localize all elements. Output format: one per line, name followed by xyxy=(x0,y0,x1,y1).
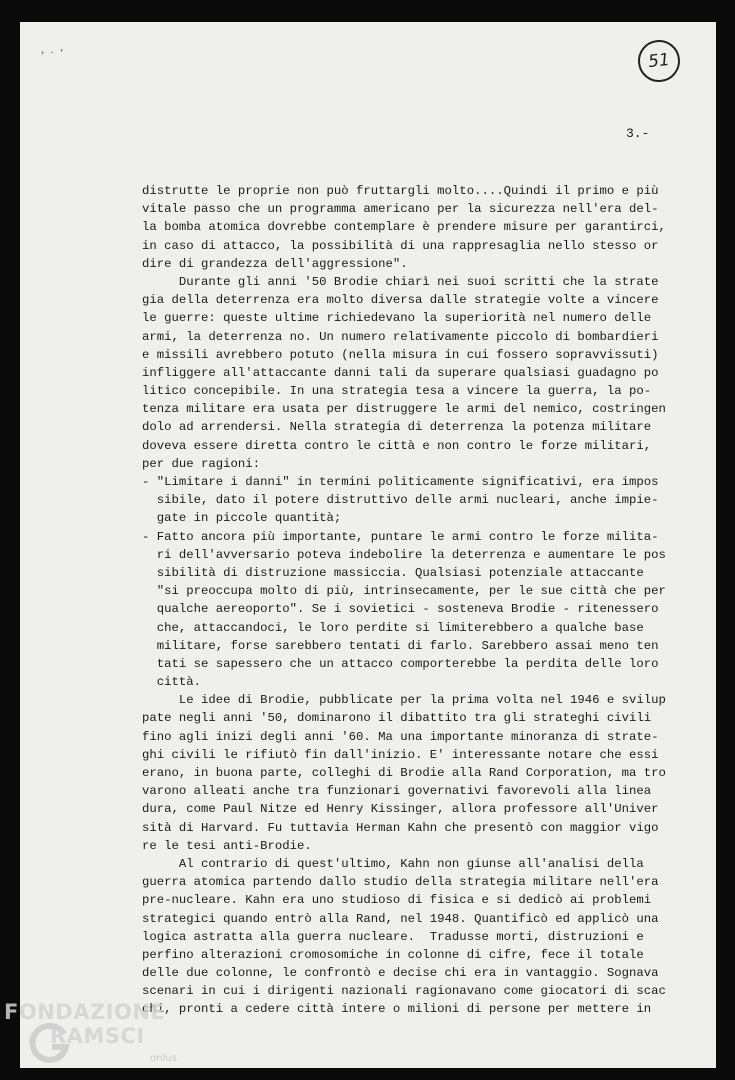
text-line: scenari in cui i dirigenti nazionali ragionavano come giocatori di scac xyxy=(142,984,666,999)
text-line: le guerre: queste ultime richiedevano la superiorità nel numero delle xyxy=(142,311,652,326)
text-line: pre-nucleare. Kahn era uno studioso di fisica e si dedicò ai problemi xyxy=(142,893,652,908)
watermark-line2: RAMSCI xyxy=(50,1024,145,1048)
text-line: che, attaccandoci, le loro perdite si limiterebbero a qualche base xyxy=(142,620,644,635)
fondazione-gramsci-watermark xyxy=(4,1000,194,1076)
text-line: strategici quando entrò alla Rand, nel 1948. Quantificò ed applicò una xyxy=(142,911,659,926)
text-line: vitale passo che un programma americano per la sicurezza nell'era del- xyxy=(142,202,659,217)
text-line: erano, in buona parte, colleghi di Brodie alla Rand Corporation, ma tro xyxy=(142,766,666,780)
text-line: dolo ad arrendersi. Nella strategia di deterrenza la potenza militare xyxy=(142,420,652,435)
text-line: logica astratta alla guerra nucleare. Tradusse morti, distruzioni e xyxy=(142,929,644,944)
text-line: sibilità di distruzione massiccia. Qualsiasi potenziale attaccante xyxy=(142,565,644,580)
text-line: dire di grandezza dell'aggressione". xyxy=(142,256,408,271)
text-line: sibile, dato il potere distruttivo delle armi nucleari, anche impie- xyxy=(142,493,659,508)
text-line: distrutte le proprie non può fruttargli molto....Quindi il primo e più xyxy=(142,184,659,198)
text-line: - "Limitare i danni" in termini politicamente significativi, era impos xyxy=(142,475,659,489)
archive-stamp-number: 51 xyxy=(636,38,682,84)
text-line: pate negli anni '50, dominarono il dibattito tra gli strateghi civili xyxy=(142,711,652,726)
text-line: chi, pronti a cedere città intere o milioni di persone per mettere in xyxy=(142,1002,652,1017)
text-line: qualche aereoporto". Se i sovietici - sosteneva Brodie - ritenessero xyxy=(142,602,659,617)
text-line: ri dell'avversario poteva indebolire la deterrenza e aumentare le pos xyxy=(142,547,666,562)
text-line: militare, forse sarebbero tentati di farlo. Sarebbero assai meno ten xyxy=(142,638,659,653)
text-line: doveva essere diretta contro le città e non contro le forze militari, xyxy=(142,438,652,453)
text-line: Le idee di Brodie, pubblicate per la prima volta nel 1946 e svilup xyxy=(142,693,666,708)
text-line: delle due colonne, le confrontò e decise chi era in vantaggio. Sognava xyxy=(142,966,659,981)
text-line: Al contrario di quest'ultimo, Kahn non giunse all'analisi della xyxy=(142,856,644,871)
text-line: tenza militare era usata per distruggere le armi del nemico, costringen xyxy=(142,402,666,417)
text-line: città. xyxy=(142,675,202,690)
text-line: varono alleati anche tra funzionari governativi favorevoli alla linea xyxy=(142,784,652,799)
text-line: armi, la deterrenza no. Un numero relativamente piccolo di bombardieri xyxy=(142,329,659,344)
text-line: gate in piccole quantità; xyxy=(142,511,342,526)
text-line: in caso di attacco, la possibilità di una rappresaglia nello stesso or xyxy=(142,238,659,253)
page-number: 3.- xyxy=(626,126,650,141)
text-line: infliggere all'attaccante danni tali da superare qualsiasi guadagno po xyxy=(142,365,659,380)
text-line: per due ragioni: xyxy=(142,456,261,471)
watermark-suffix: onlus xyxy=(150,1053,177,1064)
text-line: la bomba atomica dovrebbe contemplare è prendere misure per garantirci, xyxy=(142,220,666,235)
text-line: guerra atomica partendo dallo studio della strategia militare nell'era xyxy=(142,875,659,890)
typewritten-text xyxy=(142,182,666,1019)
text-line: tati se sapessero che un attacco comporterebbe la perdita delle loro xyxy=(142,656,659,671)
text-line: fino agli inizi degli anni '60. Ma una importante minoranza di strate- xyxy=(142,729,659,744)
text-line: ghi civili le rifiutò fin dall'inizio. E' interessante notare che essi xyxy=(142,747,659,762)
text-line: dura, come Paul Nitze ed Henry Kissinger, allora professore all'Univer xyxy=(142,802,659,817)
text-line: e missili avrebbero potuto (nella misura in cui fossero sopravvissuti) xyxy=(142,347,659,362)
text-line: gia della deterrenza era molto diversa dalle strategie volte a vincere xyxy=(142,293,659,308)
text-line: - Fatto ancora più importante, puntare le armi contro le forze milita- xyxy=(142,529,659,544)
text-line: "si preoccupa molto di più, intrinsecamente, per le sue città che per xyxy=(142,584,666,599)
watermark-line1: FONDAZIONE xyxy=(4,1000,166,1024)
text-line: perfino alterazioni cromosomiche in colonne di cifre, fece il totale xyxy=(142,947,644,962)
text-line: sità di Harvard. Fu tuttavia Herman Kahn che presentò con maggior vigo xyxy=(142,820,659,835)
text-line: litico concepibile. In una strategia tesa a vincere la guerra, la po- xyxy=(142,384,652,399)
corner-marks: › · ‘ xyxy=(40,48,65,57)
text-line: Durante gli anni '50 Brodie chiarì nei suoi scritti che la strate xyxy=(142,274,659,289)
text-line: re le tesi anti-Brodie. xyxy=(142,838,312,853)
